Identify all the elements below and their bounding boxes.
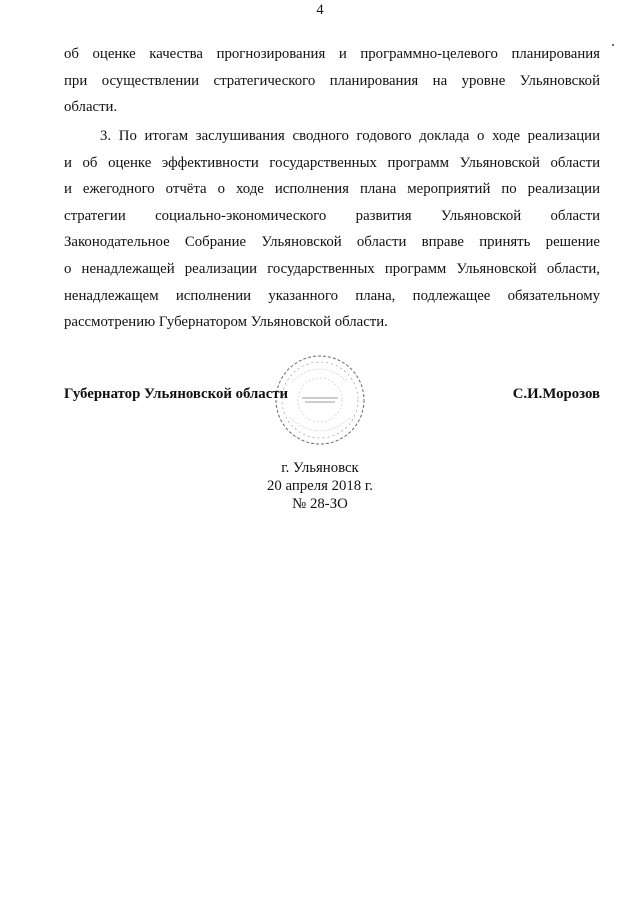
footer-city: г. Ульяновск <box>281 460 359 476</box>
paragraph-line: рассмотрению Губернатором Ульяновской области. <box>64 314 388 331</box>
paragraph-line: ненадлежащем исполнении указанного плана, подлежащее обязательному <box>64 287 600 304</box>
paragraph-line: 3. По итогам заслушивания сводного годового доклада о ходе реализации <box>100 128 600 144</box>
scan-artifact-dot <box>612 44 614 46</box>
paragraph-continuation <box>64 41 600 121</box>
signature-position: Губернатор Ульяновской области <box>64 386 289 402</box>
paragraph-line: и об оценке эффективности государственных программ Ульяновской области <box>64 154 600 171</box>
paragraph-line: при осуществлении стратегического планирования на уровне Ульяновской <box>64 72 600 89</box>
signature-name: С.И.Морозов <box>512 386 600 402</box>
paragraph-line: об оценке качества прогнозирования и программно-целевого планирования <box>64 46 600 62</box>
paragraph-line: стратегии социально-экономического развития Ульяновской области <box>64 207 600 224</box>
paragraph-3 <box>64 123 600 336</box>
footer-date: 20 апреля 2018 г. <box>266 478 374 494</box>
footer-number: № 28-ЗО <box>292 496 348 512</box>
paragraph-line: Законодательное Собрание Ульяновской области вправе принять решение <box>64 234 600 251</box>
paragraph-line: о ненадлежащей реализации государственных программ Ульяновской области, <box>64 260 600 277</box>
paragraph-line: области. <box>64 99 118 116</box>
paragraph-line: и ежегодного отчёта о ходе исполнения плана мероприятий по реализации <box>64 181 600 198</box>
page-number: 4 <box>316 2 324 18</box>
